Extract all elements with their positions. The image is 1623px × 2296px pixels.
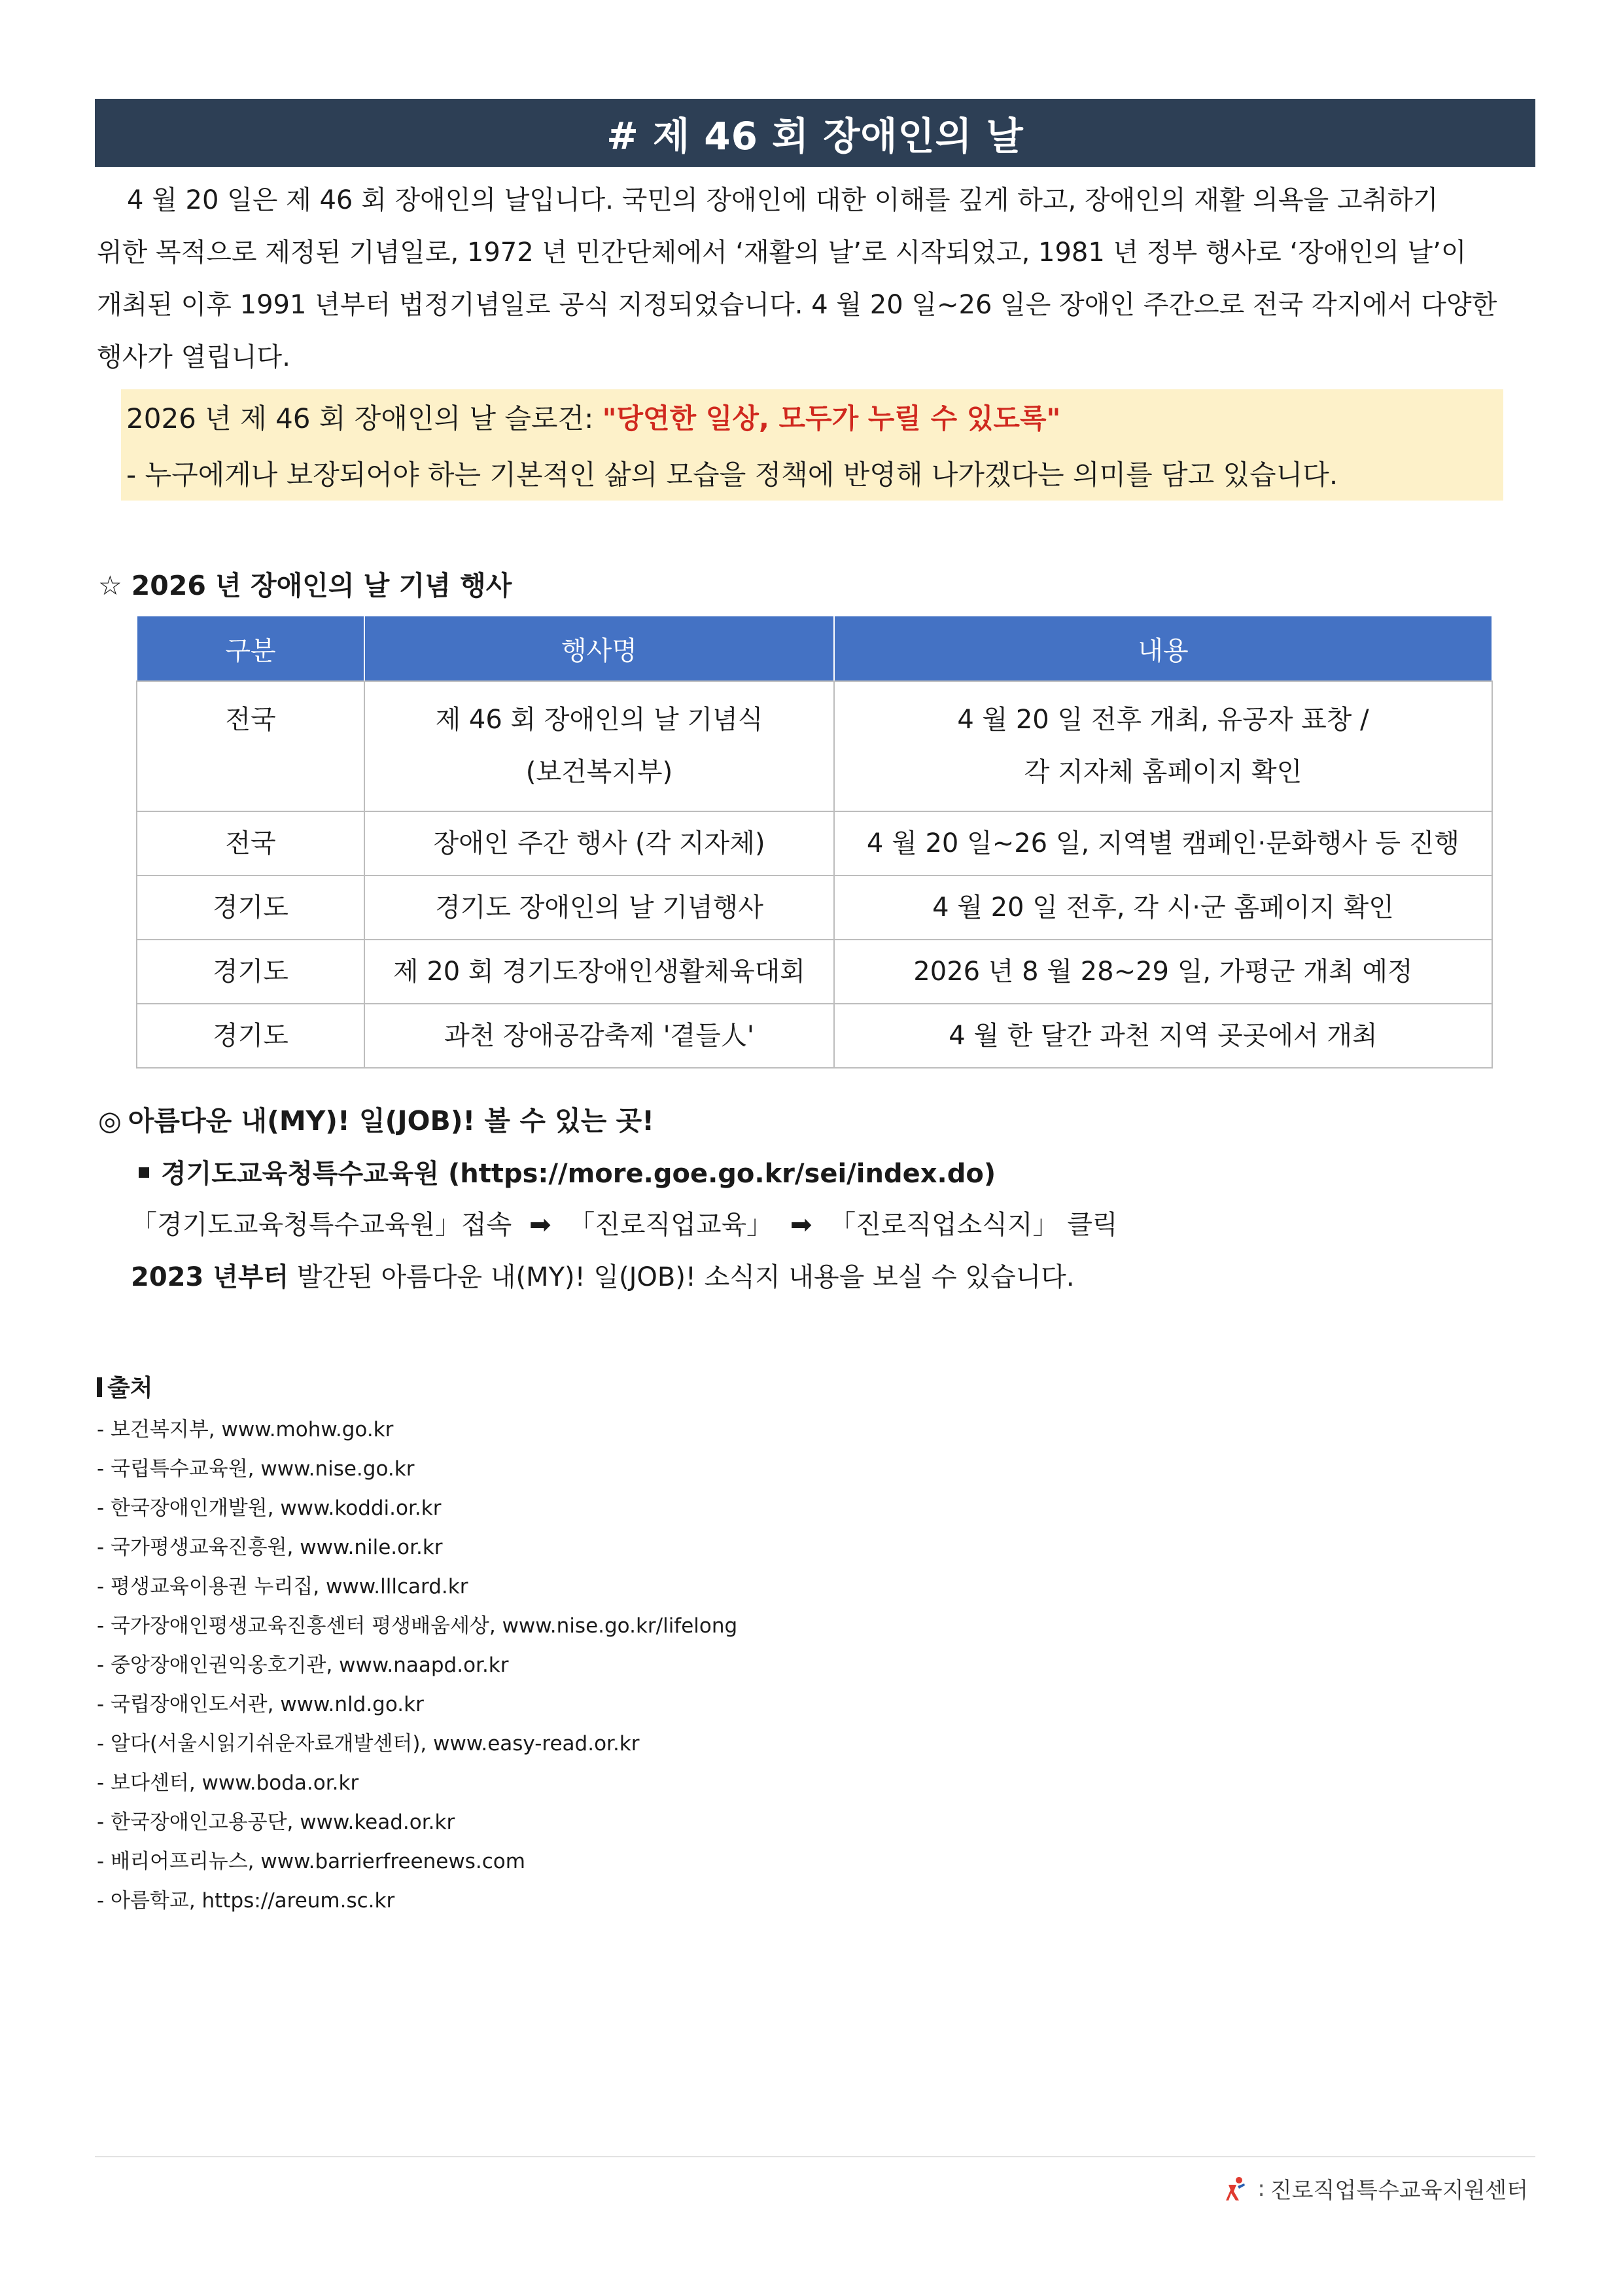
cell-content: 4 월 20 일~26 일, 지역별 캠페인·문화행사 등 진행: [834, 811, 1492, 875]
source-item: - 중앙장애인권익옹호기관, www.naapd.or.kr: [97, 1646, 737, 1685]
cell-event-name: [364, 681, 834, 811]
source-item: - 한국장애인고용공단, www.kead.or.kr: [97, 1803, 737, 1842]
source-item: - 배리어프리뉴스, www.barrierfreenews.com: [97, 1842, 737, 1881]
source-item: - 평생교육이용권 누리집, www.lllcard.kr: [97, 1567, 737, 1606]
table-row: [137, 940, 1492, 1004]
page-title: # 제 46 회 장애인의 날: [95, 99, 1535, 167]
source-item: - 국립장애인도서관, www.nld.go.kr: [97, 1685, 737, 1724]
intro-line: 위한 목적으로 제정된 기념일로, 1972 년 민간단체에서 ‘재활의 날’로 시작되었고, 1981 년 정부 행사로 ‘장애인의 날’이: [97, 238, 1467, 268]
source-item: - 한국장애인개발원, www.koddi.or.kr: [97, 1489, 737, 1528]
footer-divider: [95, 2156, 1535, 2157]
right-arrow-icon: ➡: [529, 1210, 551, 1240]
site-link[interactable]: 경기도교육청특수교육원 (https://more.goe.go.kr/sei/index.do): [161, 1159, 996, 1189]
cell-event-name: 경기도 장애인의 날 기념행사: [364, 875, 834, 940]
sources-heading: [97, 1369, 153, 1403]
source-item: - 알다(서울시읽기쉬운자료개발센터), www.easy-read.or.kr: [97, 1724, 737, 1763]
since-text: 발간된 아름다운 내(MY)! 일(JOB)! 소식지 내용을 보실 수 있습니다.: [288, 1262, 1075, 1292]
path-step: 「경기도교육청특수교육원」접속: [131, 1210, 512, 1240]
intro-line: 4 월 20 일은 제 46 회 장애인의 날입니다. 국민의 장애인에 대한 이해를 깊게 하고, 장애인의 재활 의욕을 고취하기: [127, 185, 1439, 215]
cell-region: 경기도: [137, 875, 364, 940]
table-row: [137, 875, 1492, 940]
cell-event-name: 장애인 주간 행사 (각 지자체): [364, 811, 834, 875]
column-header-category: 구분: [137, 616, 364, 681]
source-item: - 보건복지부, www.mohw.go.kr: [97, 1410, 737, 1449]
table-row: [137, 1004, 1492, 1068]
cell-line: (보건복지부): [525, 757, 673, 787]
footer: [1225, 2172, 1528, 2204]
source-item: - 국가장애인평생교육진흥센터 평생배움세상, www.nise.go.kr/lifelong: [97, 1606, 737, 1646]
slogan-prefix: 2026 년 제 46 회 장애인의 날 슬로건:: [126, 402, 602, 434]
since-year: 2023 년부터: [131, 1262, 289, 1292]
slogan-description: - 누구에게나 보장되어야 하는 기본적인 삶의 모습을 정책에 반영해 나가겠다는 의미를 담고 있습니다.: [126, 459, 1338, 491]
slogan-line: [126, 397, 1060, 436]
star-icon: ☆: [98, 570, 122, 601]
path-step: 「진로직업소식지」 클릭: [829, 1210, 1118, 1240]
footer-separator: :: [1257, 2175, 1265, 2202]
column-header-content: 내용: [834, 616, 1492, 681]
cell-region: 경기도: [137, 940, 364, 1004]
myjob-heading-text: 아름다운 내(MY)! 일(JOB)! 볼 수 있는 곳!: [128, 1105, 654, 1137]
footer-text: 진로직업특수교육지원센터: [1270, 2178, 1528, 2204]
cell-line: 4 월 20 일 전후 개최, 유공자 표창 /: [957, 705, 1369, 735]
events-table: [136, 615, 1493, 1069]
intro-paragraph: [97, 174, 1536, 383]
cell-event-name: 제 20 회 경기도장애인생활체육대회: [364, 940, 834, 1004]
intro-line: 개최된 이후 1991 년부터 법정기념일로 공식 지정되었습니다. 4 월 20 일~26 일은 장애인 주간으로 전국 각지에서 다양한: [97, 290, 1497, 320]
source-item: - 보다센터, www.boda.or.kr: [97, 1763, 737, 1803]
cell-region: 전국: [137, 681, 364, 811]
table-header-row: [137, 616, 1492, 681]
slogan-box: [121, 389, 1503, 501]
source-item: - 국립특수교육원, www.nise.go.kr: [97, 1449, 737, 1489]
intro-line: 행사가 열립니다.: [97, 342, 290, 372]
sources-heading-text: 출처: [107, 1375, 153, 1402]
bar-marker-icon: [97, 1377, 102, 1397]
source-item: - 아름학교, https://areum.sc.kr: [97, 1881, 737, 1920]
path-step: 「진로직업교육」: [568, 1210, 773, 1240]
double-circle-icon: ◎: [98, 1105, 122, 1137]
cell-region: 전국: [137, 811, 364, 875]
column-header-event-name: 행사명: [364, 616, 834, 681]
events-heading: [98, 564, 512, 603]
cell-content: 4 월 한 달간 과천 지역 곳곳에서 개최: [834, 1004, 1492, 1068]
table-row: [137, 681, 1492, 811]
myjob-heading: [98, 1099, 654, 1138]
center-logo-icon: [1225, 2176, 1247, 2202]
cell-content: 4 월 20 일 전후, 각 시·군 홈페이지 확인: [834, 875, 1492, 940]
cell-line: 각 지자체 홈페이지 확인: [1024, 757, 1302, 787]
site-line: [139, 1153, 996, 1190]
source-item: - 국가평생교육진흥원, www.nile.or.kr: [97, 1528, 737, 1567]
cell-event-name: 과천 장애공감축제 '곁들人': [364, 1004, 834, 1068]
navigation-path: [131, 1204, 1118, 1241]
right-arrow-icon: ➡: [790, 1210, 812, 1240]
cell-content: 2026 년 8 월 28~29 일, 가평군 개최 예정: [834, 940, 1492, 1004]
cell-region: 경기도: [137, 1004, 364, 1068]
sources-list: [97, 1410, 737, 1920]
events-heading-text: 2026 년 장애인의 날 기념 행사: [131, 570, 512, 601]
since-line: [131, 1256, 1075, 1294]
cell-line: 제 46 회 장애인의 날 기념식: [435, 705, 763, 735]
square-bullet-icon: [139, 1167, 149, 1178]
table-row: [137, 811, 1492, 875]
cell-content: [834, 681, 1492, 811]
slogan-quote: "당연한 일상, 모두가 누릴 수 있도록": [602, 402, 1061, 434]
